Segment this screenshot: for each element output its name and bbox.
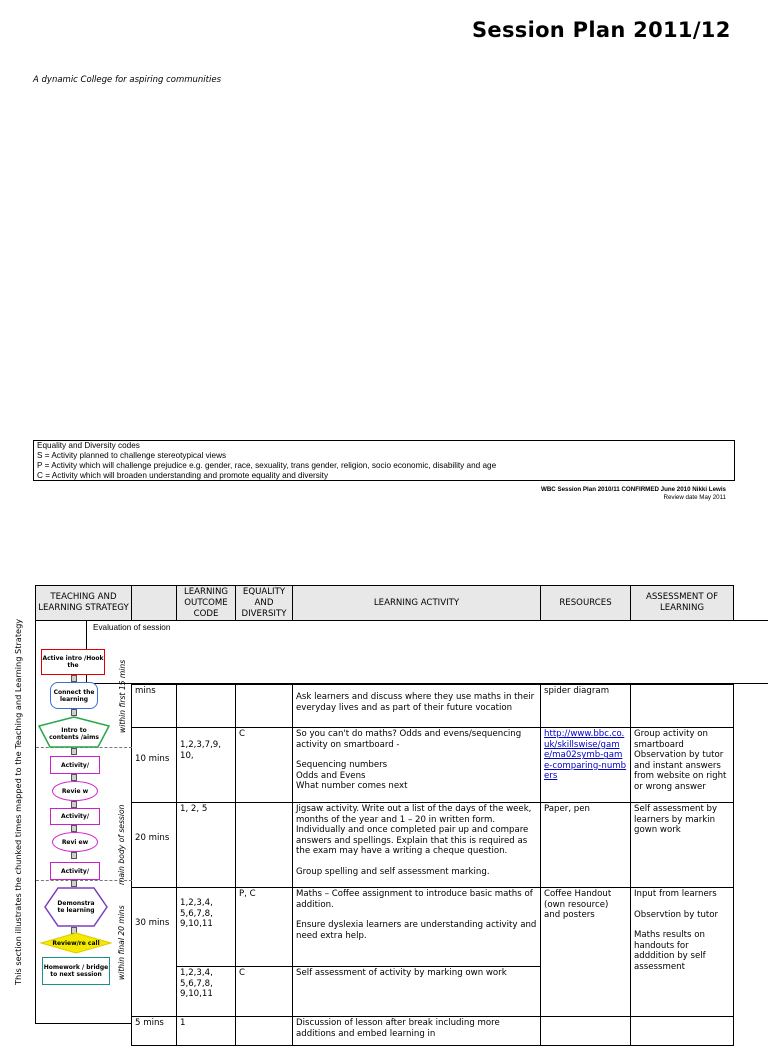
header-outcome: LEARNING OUTCOME CODE <box>176 585 236 621</box>
row1-activity: Ask learners and discuss where they use maths in their everyday lives and as part of their future vocation <box>292 684 541 728</box>
activity-box-3: Activity/ <box>50 862 100 880</box>
header-time <box>131 585 177 621</box>
resource-link[interactable]: http://www.bbc.co.uk/skillswise/game/ma02symb-game-comparing-numbers <box>544 729 627 782</box>
review-recall-label: Review/re call <box>52 939 100 947</box>
row3-outcome: 1, 2, 5 <box>176 802 236 888</box>
row6-equality <box>235 1016 293 1046</box>
review-oval-2: Revi ew <box>52 832 98 852</box>
row1-equality <box>235 684 293 728</box>
connector-icon <box>71 748 77 755</box>
connector-icon <box>71 774 77 781</box>
row2-time: 10 mins <box>131 727 177 803</box>
label-final-20: within final 20 mins <box>117 905 126 980</box>
header-resources: RESOURCES <box>540 585 631 621</box>
reference-line: WBC Session Plan 2010/11 CONFIRMED June 2010 Nikki Lewis <box>540 486 726 493</box>
evaluation-label: Evaluation of session <box>93 623 171 632</box>
row3-equality <box>235 802 293 888</box>
page-title: Session Plan 2011/12 <box>472 18 731 42</box>
header-equality: EQUALITY AND DIVERSITY <box>235 585 293 621</box>
review-oval-1: Revie w <box>52 781 98 801</box>
row4-outcome: 1,2,3,4, 5,6,7,8, 9,10,11 <box>176 887 236 967</box>
divider-line <box>36 880 132 881</box>
row5-equality: C <box>235 966 293 1017</box>
activity-box-2: Activity/ <box>50 808 100 825</box>
review-date: Review date May 2011 <box>663 494 726 501</box>
row4-equality: P, C <box>235 887 293 967</box>
row3-assessment: Self assessment by learners by markin gown work <box>630 802 734 888</box>
header-assessment: ASSESSMENT OF LEARNING <box>630 585 734 621</box>
row4-time: 30 mins <box>131 887 177 1017</box>
intro-contents-label: Intro to contents /aims <box>49 727 99 741</box>
row2-activity: So you can't do maths? Odds and evens/sequencing activity on smartboard - Sequencing numbers Odds and Evens What number comes next <box>292 727 541 803</box>
connector-icon <box>71 825 77 832</box>
header-strategy: TEACHING AND LEARNING STRATEGY <box>35 585 132 621</box>
row5-outcome: 1,2,3,4, 5,6,7,8, 9,10,11 <box>176 966 236 1017</box>
row6-assessment <box>630 1016 734 1046</box>
row1-time: mins <box>131 684 177 728</box>
row3-resources: Paper, pen <box>540 802 631 888</box>
row4-assessment: Input from learners Observtion by tutor Maths results on handouts for adddition by self assessment <box>630 887 734 1017</box>
connector-icon <box>71 709 77 716</box>
code-p: P = Activity which will challenge prejudice e.g. gender, race, sexuality, trans gender, religion, socio economic, disability and age <box>37 461 497 470</box>
college-tagline: A dynamic College for aspiring communities <box>33 75 222 85</box>
connector-icon <box>71 852 77 859</box>
connector-icon <box>71 801 77 808</box>
row1-resources: spider diagram <box>540 684 631 728</box>
row6-time: 5 mins <box>131 1016 177 1046</box>
code-s: S = Activity planned to challenge stereotypical views <box>37 451 227 460</box>
equality-codes-box <box>33 440 735 481</box>
connector-icon <box>71 675 77 682</box>
row2-assessment: Group activity on smartboard Observation by tutor and instant answers from website on right or wrong answer <box>630 727 734 803</box>
row3-time: 20 mins <box>131 802 177 888</box>
connector-icon <box>71 880 77 887</box>
activity-box-1: Activity/ <box>50 756 100 774</box>
connect-learning-box: Connect the learning <box>50 682 98 709</box>
row3-activity: Jigsaw activity. Write out a list of the days of the week, months of the year and 1 – 20 in written form. Individually and once completed pair up and compare answers and spellings. Explain that this is required as the exam may have a writing a cheque question. Group spelling and self assessment marking. <box>292 802 541 888</box>
row1-outcome <box>176 684 236 728</box>
label-main-body: main body of session <box>117 804 126 885</box>
codes-title: Equality and Diversity codes <box>37 441 140 450</box>
row4-resources: Coffee Handout (own resource) and posters <box>540 887 631 1017</box>
row2-equality: C <box>235 727 293 803</box>
row2-resources <box>540 727 631 803</box>
document-reference <box>470 486 726 502</box>
code-c: C = Activity which will broaden understanding and promote equality and diversity <box>37 471 329 480</box>
row2-outcome: 1,2,3,7,9, 10, <box>176 727 236 803</box>
row6-resources <box>540 1016 631 1046</box>
row4-activity: Maths – Coffee assignment to introduce basic maths of addition. Ensure dyslexia learners are understanding activity and need extra help. <box>292 887 541 967</box>
row6-activity: Discussion of lesson after break including more additions and embed learning in <box>292 1016 541 1046</box>
label-first-15: within first 15 mins <box>118 659 127 733</box>
evaluation-of-session <box>86 620 768 684</box>
homework-box: Homework / bridge to next session <box>42 957 110 985</box>
row6-outcome: 1 <box>176 1016 236 1046</box>
row5-activity: Self assessment of activity by marking own work <box>292 966 541 1017</box>
row1-assessment <box>630 684 734 728</box>
strategy-note: This section illustrates the chunked times mapped to the Teaching and Learning Strategy <box>13 618 23 985</box>
header-activity: LEARNING ACTIVITY <box>292 585 541 621</box>
active-intro-box: Active intro /Hook the <box>41 649 105 675</box>
demonstrate-label: Demonstra te learning <box>57 900 95 914</box>
